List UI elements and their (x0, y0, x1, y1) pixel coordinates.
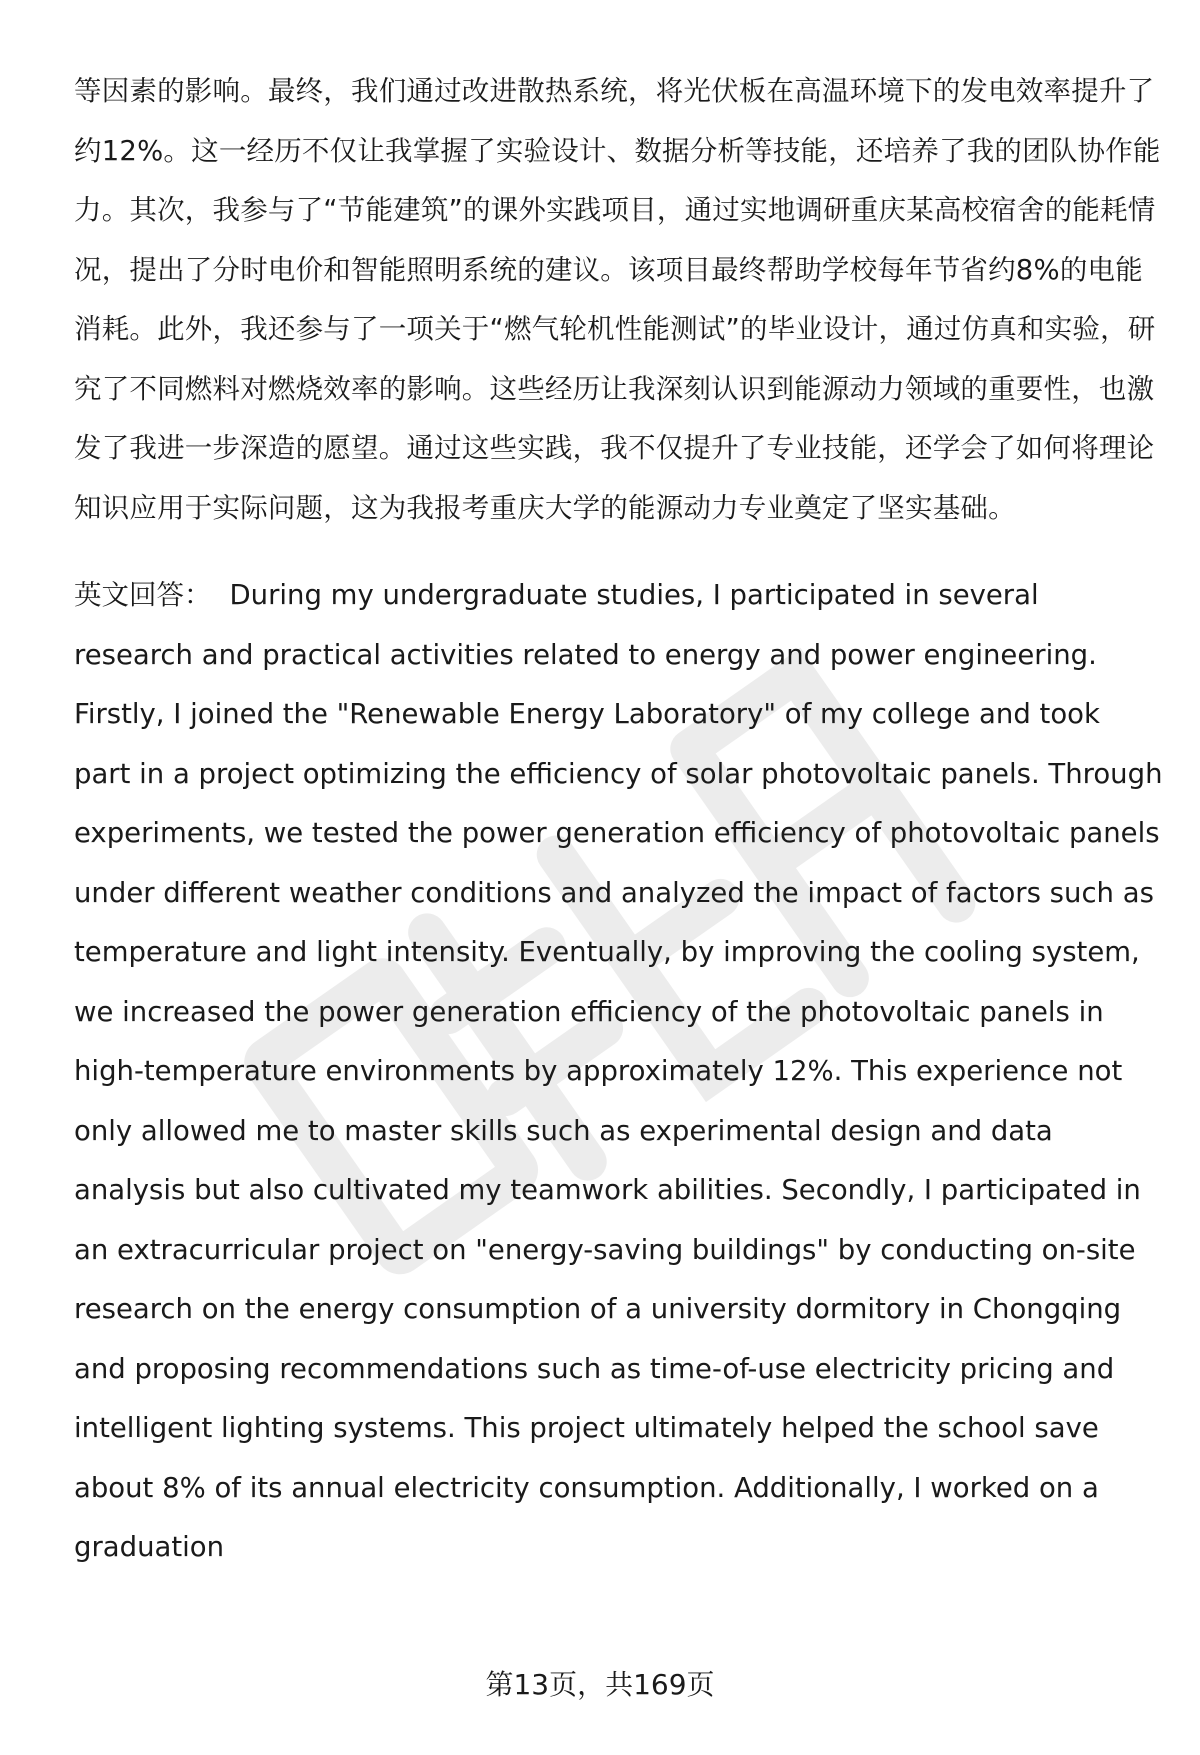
page-number-footer: 第13页，共169页 (485, 1668, 715, 1701)
page-content (74, 62, 1164, 1578)
english-answer-label: 英文回答： (74, 579, 212, 611)
english-answer-paragraph (74, 566, 1164, 1578)
english-answer-text: During my undergraduate studies, I participated in several research and practical activities related to energy and power engineering. Firstly, I joined the "Renewable Energy Laboratory" of my college and took part in a project optimizing the efficiency of solar photovoltaic panels. Through experiments, we tested the power generation efficiency of photovoltaic panels under different weather conditions and analyzed the impact of factors such as temperature and light intensity. Eventually, by improving the cooling system, we increased the power generation efficiency of the photovoltaic panels in high-temperature environments by approximately 12%. This experience not only allowed me to master skills such as experimental design and data analysis but also cultivated my teamwork abilities. Secondly, I participated in an extracurricular project on "energy-saving buildings" by conducting on-site research on the energy consumption of a university dormitory in Chongqing and proposing recommendations such as time-of-use electricity pricing and intelligent lighting systems. This project ultimately helped the school save about 8% of its annual electricity consumption. Additionally, I worked on a graduation (74, 579, 1163, 1563)
chinese-paragraph: 等因素的影响。最终，我们通过改进散热系统，将光伏板在高温环境下的发电效率提升了约12%。这一经历不仅让我掌握了实验设计、数据分析等技能，还培养了我的团队协作能力。其次，我参与了“节能建筑”的课外实践项目，通过实地调研重庆某高校宿舍的能耗情况，提出了分时电价和智能照明系统的建议。该项目最终帮助学校每年节省约8%的电能消耗。此外，我还参与了一项关于“燃气轮机性能测试”的毕业设计，通过仿真和实验，研究了不同燃料对燃烧效率的影响。这些经历让我深刻认识到能源动力领域的重要性，也激发了我进一步深造的愿望。通过这些实践，我不仅提升了专业技能，还学会了如何将理论知识应用于实际问题，这为我报考重庆大学的能源动力专业奠定了坚实基础。 (74, 75, 1161, 524)
